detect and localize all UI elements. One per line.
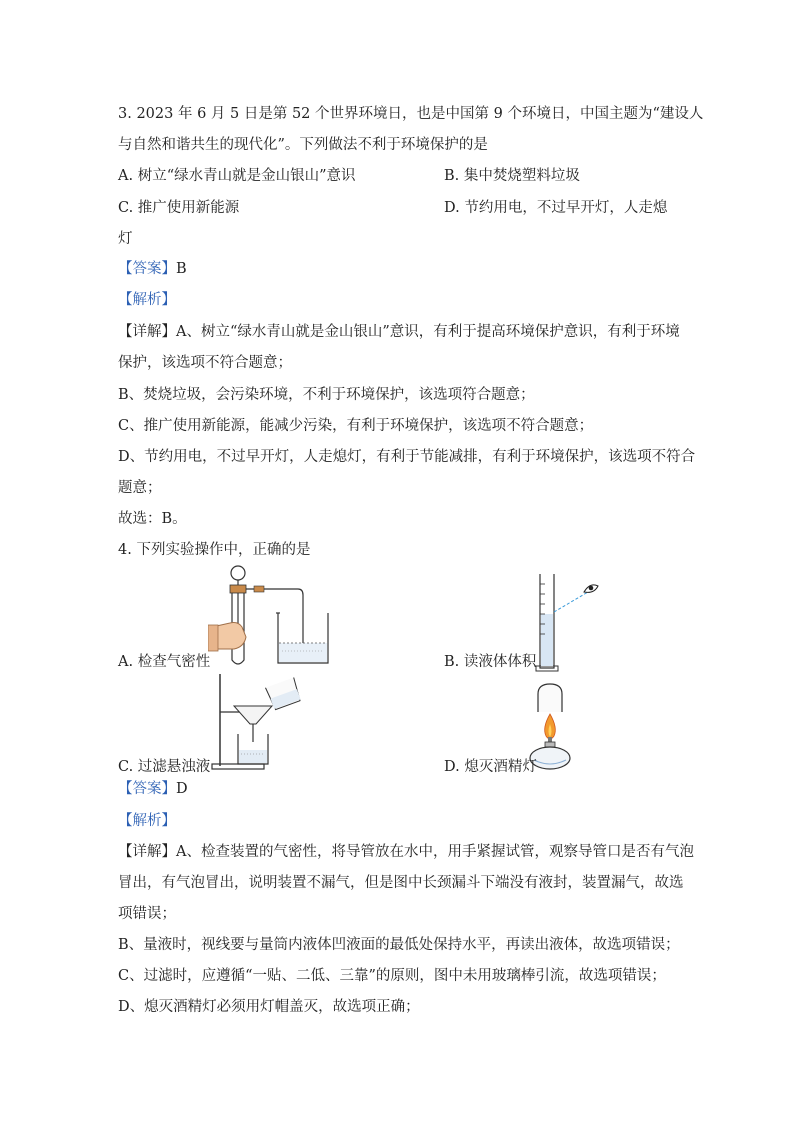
answer-value: D [176,781,188,797]
q4-detail-a-line3: 项错误； [118,906,176,922]
q3-analysis-tag: 【解析】 [118,292,176,308]
q3-detail-a-line2: 保护，该选项不符合题意； [118,355,292,371]
answer-value: B [176,261,187,277]
q3-conclusion: 故选：B。 [118,511,187,527]
q4-option-d: D. 熄灭酒精灯 [444,759,537,775]
q4-detail-a-line1 [118,842,694,862]
detail-tag: 【详解】 [118,324,176,340]
q4-option-a: A. 检查气密性 [118,654,211,670]
q3-answer [118,259,187,279]
answer-tag: 【答案】 [118,261,176,277]
q4-detail-d: D、熄灭酒精灯必须用灯帽盖灭，故选项正确； [118,999,420,1015]
q3-stem-line2: 与自然和谐共生的现代化”。下列做法不利于环境保护的是 [118,137,488,153]
q4-option-c: C. 过滤悬浊液 [118,759,211,775]
figure-airtightness-check [208,565,338,670]
detail-text: A、树立“绿水青山就是金山银山”意识，有利于提高环境保护意识，有利于环境 [176,324,680,340]
detail-tag: 【详解】 [118,844,176,860]
q4-answer [118,779,188,799]
q3-detail-a-line1 [118,322,680,342]
figure-read-cylinder [532,572,602,672]
figure-filtration [208,672,308,772]
q3-option-a: A. 树立“绿水青山就是金山银山”意识 [118,168,356,184]
q4-stem: 4. 下列实验操作中，正确的是 [118,542,311,558]
detail-text: A、检查装置的气密性，将导管放在水中，用手紧握试管，观察导管口是否有气泡 [176,844,694,860]
q4-analysis-tag: 【解析】 [118,813,176,829]
q3-detail-b: B、焚烧垃圾，会污染环境，不利于环境保护，该选项符合题意； [118,387,535,403]
q3-detail-d-line1: D、节约用电，不过早开灯，人走熄灯，有利于节能减排，有利于环境保护，该选项不符合 [118,449,696,465]
q3-detail-c: C、推广使用新能源，能减少污染，有利于环境保护，该选项不符合题意； [118,418,594,434]
q3-option-b: B. 集中焚烧塑料垃圾 [444,168,580,184]
q4-detail-a-line2: 冒出，有气泡冒出，说明装置不漏气，但是图中长颈漏斗下端没有液封，装置漏气，故选 [118,875,684,891]
q3-option-d-line1: D. 节约用电，不过早开灯，人走熄 [444,200,668,216]
q3-stem-line1: 3. 2023 年 6 月 5 日是第 52 个世界环境日，也是中国第 9 个环境日，中国主题为“建设人 [118,106,704,122]
q4-detail-b: B、量液时，视线要与量筒内液体凹液面的最低处保持水平，再读出液体，故选项错误； [118,937,680,953]
q3-detail-d-line2: 题意； [118,480,162,496]
q3-option-d-line2: 灯 [118,231,133,247]
q4-option-b: B. 读液体体积 [444,654,537,670]
answer-tag: 【答案】 [118,781,176,797]
q4-detail-c: C、过滤时，应遵循“一贴、二低、三靠”的原则，图中未用玻璃棒引流，故选项错误； [118,968,666,984]
q3-option-c: C. 推广使用新能源 [118,200,240,216]
